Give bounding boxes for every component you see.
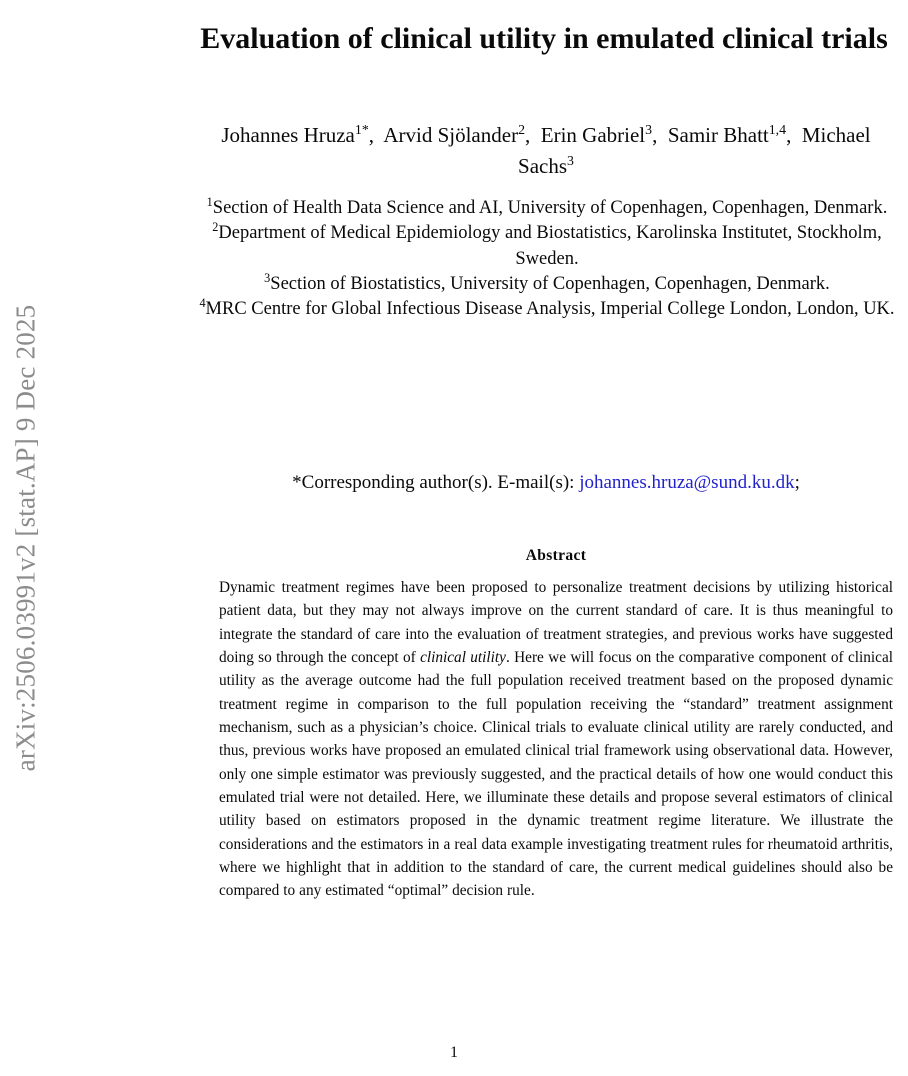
correspondence-prefix: *Corresponding author(s). E-mail(s): [292,472,580,493]
author-name-text: Samir Bhatt [667,123,769,147]
correspondence-suffix: ; [794,472,800,493]
abstract-text [219,576,893,903]
arxiv-identifier-text: arXiv:2506.03991v2 [stat.AP] 9 Dec 2025 [10,304,41,772]
affiliation-item [186,196,908,221]
author-affiliation-mark: 3 [567,153,574,168]
abstract-part-2: . Here we will focus on the comparative component of clinical utility as the average outcome had the full population received treatment based on the proposed dynamic treatment regime in comparison to the full population receiving the “standard” treatment assignment mechanism, such as a physician’s choice. Clinical trials to evaluate clinical utility are rarely conducted, and thus, previous works have proposed an emulated clinical trial framework using observational data. However, only one simple estimator was previously suggested, and the practical details of how one would conduct this emulated trial were not detailed. Here, we illuminate these details and propose several estimators of clinical utility based on estimators proposed in the dynamic treatment regime literature. We illustrate the considerations and the estimators in a real data example investigating treatment rules for rheumatoid arthritis, where we highlight that in addition to the standard of care, the current medical guidelines should also be compared to any estimated “optimal” decision rule. [219,649,893,900]
affiliation-item [186,297,908,322]
affiliation-text: MRC Centre for Global Infectious Disease Analysis, Imperial College London, London, UK. [205,299,895,320]
author-separator: , [786,123,802,147]
author-name-text: Johannes Hruza [221,123,355,147]
author-name [668,123,786,147]
author-separator: , [652,123,668,147]
author-name [541,123,652,147]
affiliation-text: Section of Health Data Science and AI, University of Copenhagen, Copenhagen, Denmark. [212,198,888,218]
affiliation-item [186,272,908,297]
author-name-text: Arvid Sjölander [383,123,519,147]
paper-title: Evaluation of clinical utility in emulated clinical trials [200,22,888,56]
affiliation-mark: 2 [212,220,219,235]
corresponding-author-note [196,470,896,496]
affiliation-text: Department of Medical Epidemiology and Biostatistics, Karolinska Institutet, Stockholm, Sweden. [218,223,882,269]
abstract-emphasis-clinical-utility: clinical utility [420,649,506,667]
affiliation-mark: 1 [206,194,213,209]
author-name [221,123,368,147]
author-affiliation-mark: 3 [645,122,653,137]
abstract-part-1: Dynamic treatment regimes have been proposed to personalize treatment decisions by utilizing historical patient data, but they may not always improve on the current standard of care. It is thus meaningful to integrate the standard of care into the evaluation of treatment strategies, and previous works have suggested doing so through the concept of [219,579,893,667]
corresponding-author-email-link[interactable]: johannes.hruza@sund.ku.dk [579,472,795,493]
affiliation-mark: 4 [199,296,206,311]
affiliation-mark: 3 [264,270,271,285]
affiliation-text: Section of Biostatistics, University of Copenhagen, Copenhagen, Denmark. [270,273,830,294]
page-number: 1 [450,1044,458,1061]
author-separator: , [525,123,541,147]
affiliation-item [186,221,908,272]
affiliation-list [186,196,908,322]
author-affiliation-mark: 1,4 [768,122,787,137]
author-list [196,120,896,182]
author-name-text: Erin Gabriel [540,123,646,147]
author-affiliation-mark: 1* [354,122,369,137]
author-name [383,123,525,147]
author-separator: , [368,123,384,147]
author-name-text: Michael Sachs [518,123,871,178]
author-affiliation-mark: 2 [518,122,526,137]
abstract-heading: Abstract [525,547,587,564]
